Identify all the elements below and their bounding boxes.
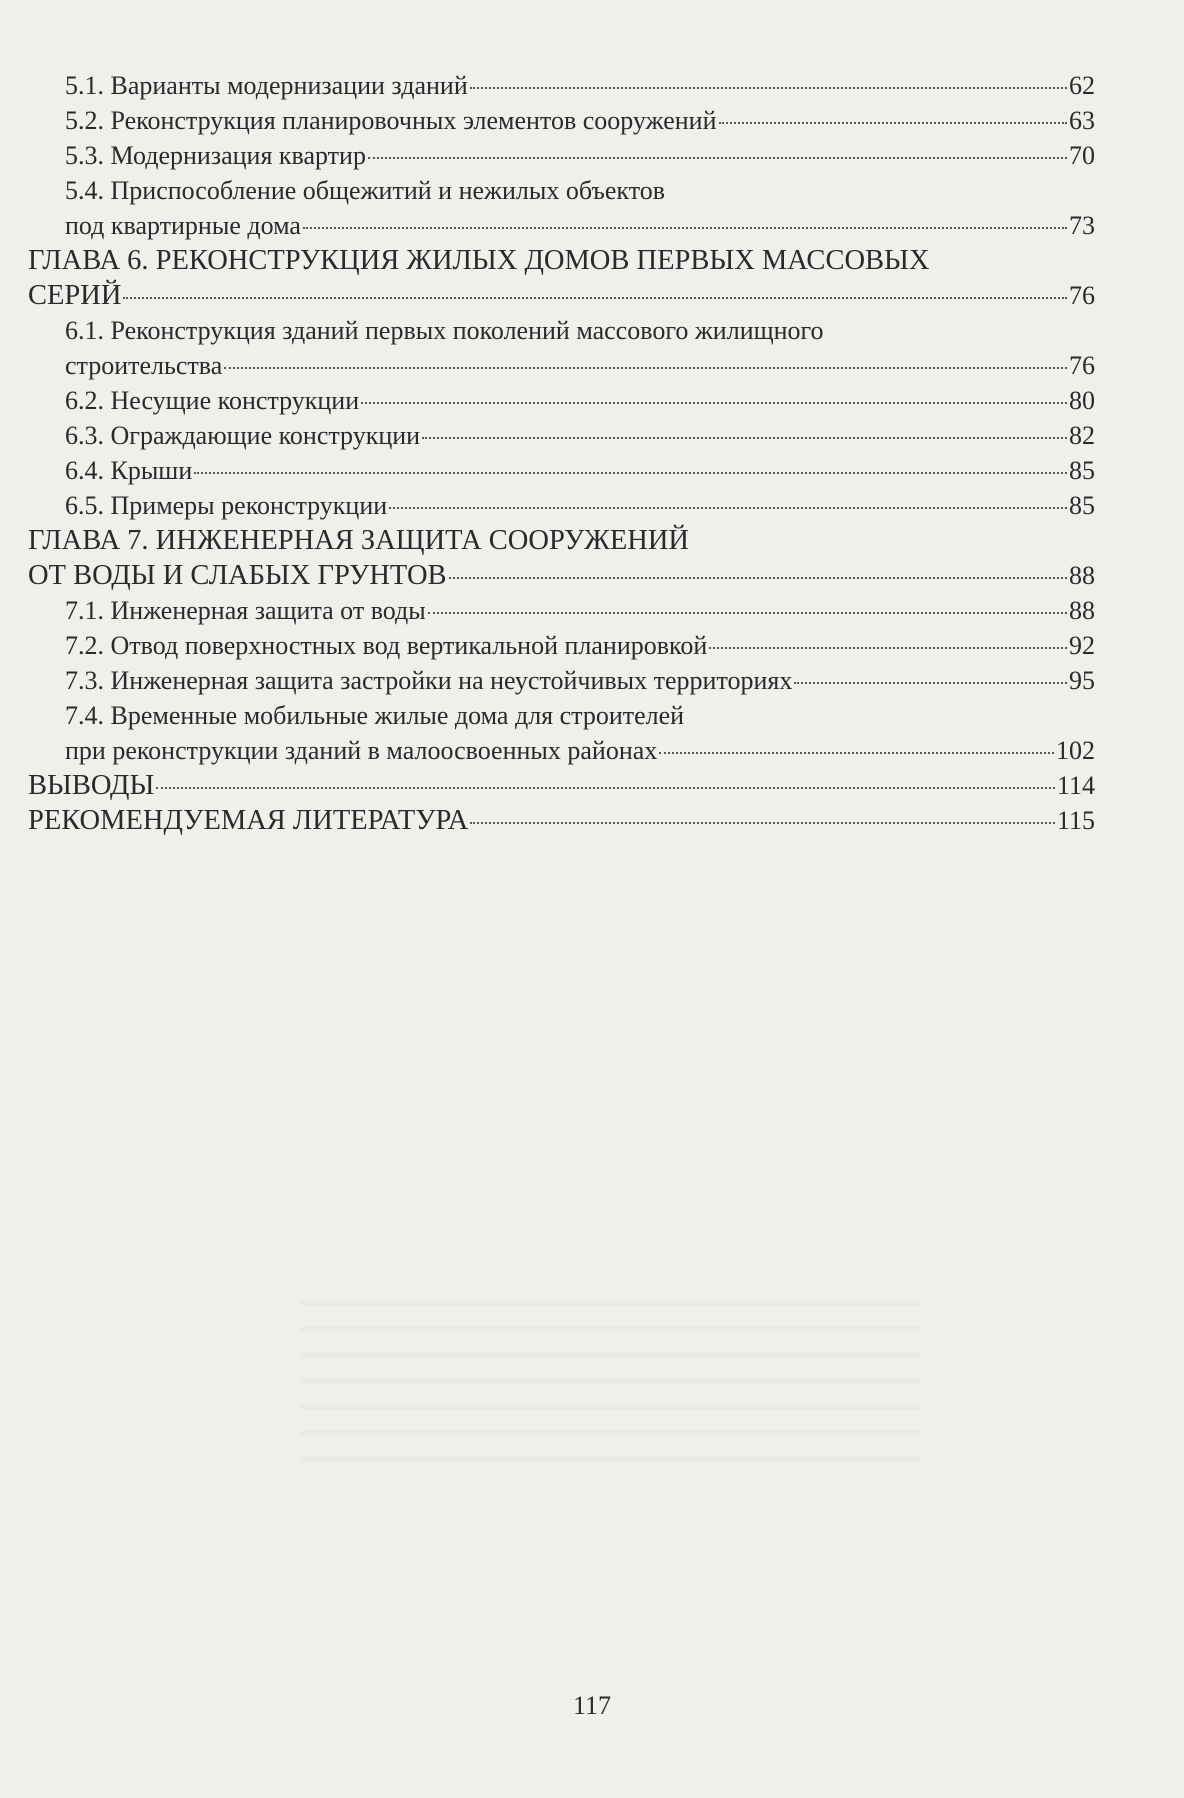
toc-entry-title-line: 7.3. Инженерная защита застройки на неустойчивых территориях — [65, 666, 793, 695]
dot-leader — [659, 752, 1054, 754]
toc-entry-e51 — [28, 68, 1095, 103]
toc-entry-page: 76 — [1069, 281, 1095, 310]
toc-entry-page: 92 — [1069, 631, 1095, 660]
toc-entry-e73 — [28, 663, 1095, 698]
toc-entry-row — [28, 558, 1095, 593]
toc-entry-title-line: под квартирные дома — [65, 211, 301, 240]
toc-entry-row — [28, 278, 1095, 313]
dot-leader — [156, 787, 1055, 789]
toc-entry-page: 114 — [1056, 771, 1095, 800]
toc-entry-row — [65, 418, 1095, 453]
dot-leader — [224, 367, 1067, 369]
toc-entry-ch7 — [28, 523, 1095, 593]
toc-entry-e52 — [28, 103, 1095, 138]
toc-entry-page: 85 — [1069, 456, 1095, 485]
toc-entry-title-line: СЕРИЙ — [28, 280, 122, 311]
toc-entry-title-line: 5.2. Реконструкция планировочных элементов сооружений — [65, 106, 717, 135]
toc-entry-title-line: 6.5. Примеры реконструкции — [65, 491, 388, 520]
toc-entry-row — [65, 733, 1095, 768]
toc-entry-e53 — [28, 138, 1095, 173]
dot-leader — [368, 157, 1067, 159]
toc-entry-row — [65, 383, 1095, 418]
toc-entry-title-line: при реконструкции зданий в малоосвоенных районах — [65, 736, 658, 765]
toc-entry-title-line: ОТ ВОДЫ И СЛАБЫХ ГРУНТОВ — [28, 560, 447, 591]
toc-entry-row — [65, 663, 1095, 698]
toc-entry-page: 63 — [1069, 106, 1095, 135]
dot-leader — [449, 577, 1067, 579]
dot-leader — [303, 227, 1067, 229]
toc-entry-title-line: ГЛАВА 7. ИНЖЕНЕРНАЯ ЗАЩИТА СООРУЖЕНИЙ — [28, 525, 689, 556]
toc-entry-page: 95 — [1069, 666, 1095, 695]
dot-leader — [470, 87, 1067, 89]
toc-entry-row — [65, 593, 1095, 628]
dot-leader — [422, 437, 1067, 439]
toc-entry-e61 — [28, 313, 1095, 383]
toc-entry-page: 73 — [1069, 211, 1095, 240]
table-of-contents — [28, 68, 1095, 838]
dot-leader — [428, 612, 1067, 614]
dot-leader — [719, 122, 1068, 124]
toc-entry-e72 — [28, 628, 1095, 663]
toc-entry-row — [65, 488, 1095, 523]
bleed-through-imprint — [300, 1300, 920, 1480]
dot-leader — [194, 472, 1067, 474]
toc-entry-ch6 — [28, 243, 1095, 313]
toc-entry-row — [65, 68, 1095, 103]
toc-entry-title-line: 7.1. Инженерная защита от воды — [65, 596, 426, 625]
toc-entry-title-line: 5.1. Варианты модернизации зданий — [65, 71, 468, 100]
toc-entry-title-line: 6.1. Реконструкция зданий первых поколений массового жилищного — [65, 316, 824, 345]
toc-entry-page: 88 — [1069, 561, 1095, 590]
toc-entry-e65 — [28, 488, 1095, 523]
toc-entry-row — [65, 348, 1095, 383]
dot-leader — [794, 682, 1067, 684]
toc-entry-row — [65, 138, 1095, 173]
dot-leader — [709, 647, 1067, 649]
toc-entry-page: 80 — [1069, 386, 1095, 415]
toc-entry-conc — [28, 768, 1095, 803]
toc-entry-row — [28, 803, 1095, 838]
toc-entry-title-line: ГЛАВА 6. РЕКОНСТРУКЦИЯ ЖИЛЫХ ДОМОВ ПЕРВЫХ МАССОВЫХ — [28, 245, 930, 276]
toc-entry-title-line: 7.2. Отвод поверхностных вод вертикальной планировкой — [65, 631, 708, 660]
toc-entry-title-line: 5.4. Приспособление общежитий и нежилых объектов — [65, 176, 665, 205]
toc-entry-title-line: 6.2. Несущие конструкции — [65, 386, 360, 415]
toc-entry-title-line: строительства — [65, 351, 223, 380]
toc-entry-e63 — [28, 418, 1095, 453]
toc-entry-page: 115 — [1056, 806, 1095, 835]
toc-entry-e62 — [28, 383, 1095, 418]
toc-entry-row — [65, 453, 1095, 488]
toc-entry-row — [28, 768, 1095, 803]
toc-entry-page: 102 — [1056, 736, 1095, 765]
toc-entry-title-line: 6.3. Ограждающие конструкции — [65, 421, 421, 450]
toc-entry-row — [65, 628, 1095, 663]
toc-entry-row — [65, 103, 1095, 138]
dot-leader — [389, 507, 1067, 509]
toc-entry-lit — [28, 803, 1095, 838]
dot-leader — [361, 402, 1067, 404]
toc-entry-title-line: 7.4. Временные мобильные жилые дома для строителей — [65, 701, 685, 730]
toc-entry-page: 82 — [1069, 421, 1095, 450]
dot-leader — [470, 822, 1055, 824]
toc-entry-page: 62 — [1069, 71, 1095, 100]
toc-entry-page: 76 — [1069, 351, 1095, 380]
page-number: 117 — [572, 1691, 612, 1720]
toc-entry-e74 — [28, 698, 1095, 768]
toc-entry-title-line: ВЫВОДЫ — [28, 770, 155, 801]
toc-entry-page: 85 — [1069, 491, 1095, 520]
dot-leader — [123, 297, 1067, 299]
toc-entry-title-line: РЕКОМЕНДУЕМАЯ ЛИТЕРАТУРА — [28, 805, 469, 836]
toc-entry-e54 — [28, 173, 1095, 243]
toc-entry-page: 88 — [1069, 596, 1095, 625]
toc-entry-row — [65, 208, 1095, 243]
toc-entry-page: 70 — [1069, 141, 1095, 170]
toc-entry-title-line: 6.4. Крыши — [65, 456, 193, 485]
toc-entry-title-line: 5.3. Модернизация квартир — [65, 141, 366, 170]
toc-entry-e71 — [28, 593, 1095, 628]
toc-entry-e64 — [28, 453, 1095, 488]
